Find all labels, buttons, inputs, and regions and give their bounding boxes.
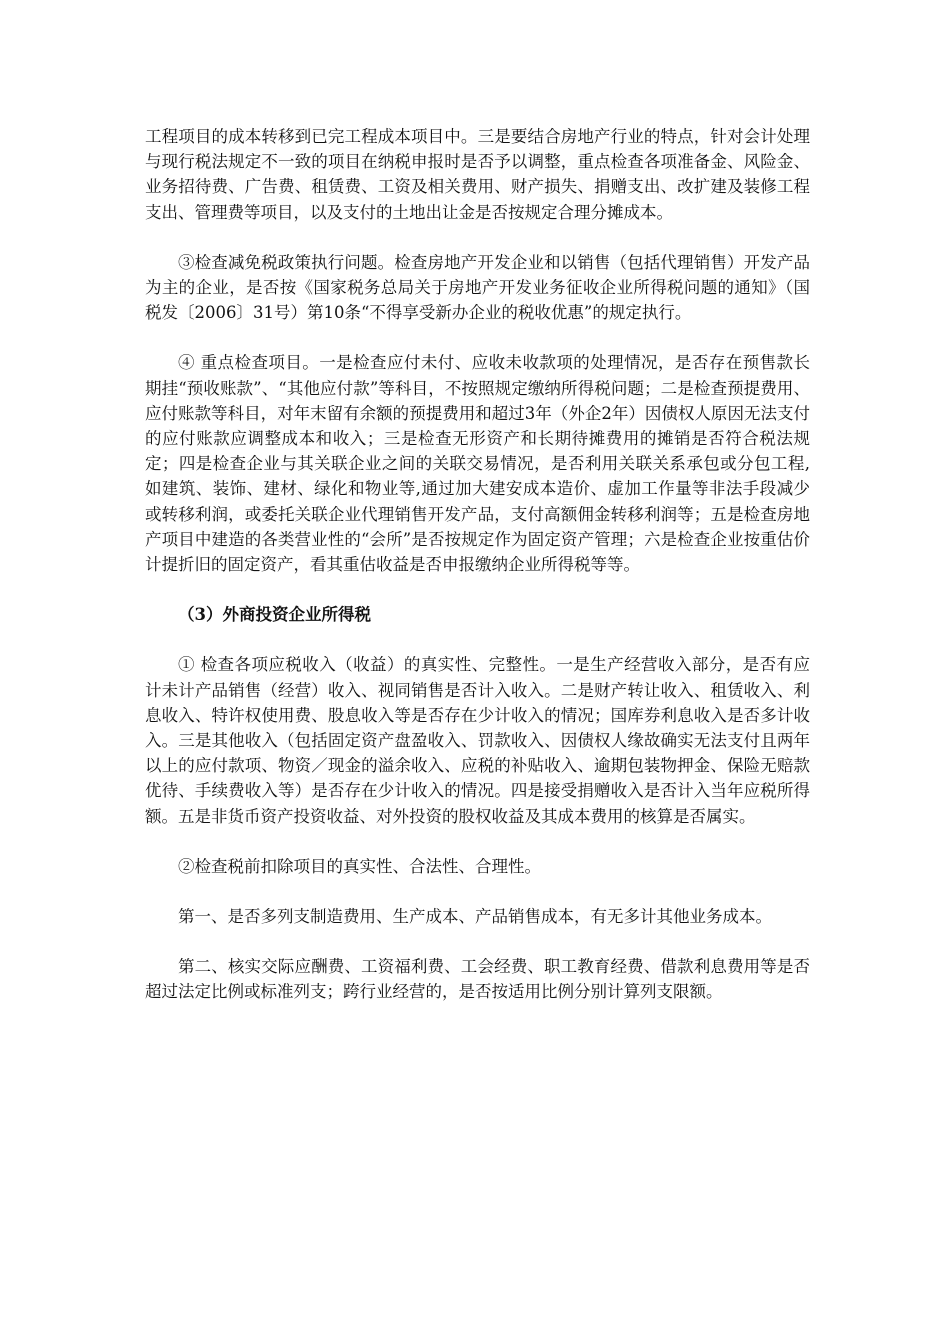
paragraph-taxable-income-check: ① 检查各项应税收入（收益）的真实性、完整性。一是生产经营收入部分，是否有应计未计产品销售（经营）收入、视同销售是否计入收入。二是财产转让收入、租赁收入、利息收入、特许权使用费、股息收入等是否存在少计收入的情况；国库券利息收入是否多计收入。三是其他收入（包括固定资产盘盈收入、罚款收入、因债权人缘故确实无法支付且两年以上的应付款项、物资／现金的溢余收入、应税的补贴收入、逾期包装物押金、保险无赔款优待、手续费收入等）是否存在少计收入的情况。四是接受捐赠收入是否计入当年应税所得额。五是非货币资产投资收益、对外投资的股权收益及其成本费用的核算是否属实。: [145, 655, 810, 826]
paragraph-pretax-deduction-check: ②检查税前扣除项目的真实性、合法性、合理性。: [178, 856, 541, 876]
paragraph-second-item: 第二、核实交际应酬费、工资福利费、工会经费、职工教育经费、借款利息费用等是否超过法定比例或标准列支；跨行业经营的，是否按适用比例分别计算列支限额。: [145, 957, 810, 1002]
paragraph-tax-exemption-check: ③检查减免税政策执行问题。检查房地产开发企业和以销售（包括代理销售）开发产品为主的企业，是否按《国家税务总局关于房地产开发业务征收企业所得税问题的通知》（国税发〔2006〕31号）第10条“不得享受新办企业的税收优惠”的规定执行。: [145, 252, 810, 323]
section-heading: （3）外商投资企业所得税: [178, 605, 371, 625]
paragraph-continuation: 工程项目的成本转移到已完工程成本项目中。三是要结合房地产行业的特点，针对会计处理与现行税法规定不一致的项目在纳税申报时是否予以调整，重点检查各项准备金、风险金、业务招待费、广告费、租赁费、工资及相关费用、财产损失、捐赠支出、改扩建及装修工程支出、管理费等项目，以及支付的土地出让金是否按规定合理分摊成本。: [145, 127, 810, 222]
paragraph-first-item: 第一、是否多列支制造费用、生产成本、产品销售成本，有无多计其他业务成本。: [178, 907, 772, 927]
paragraph-key-inspection-items: ④ 重点检查项目。一是检查应付未付、应收未收款项的处理情况，是否存在预售款长期挂“预收账款”、“其他应付款”等科目，不按照规定缴纳所得税问题；二是检查预提费用、应付账款等科目，对年末留有余额的预提费用和超过3年（外企2年）因债权人原因无法支付的应付账款应调整成本和收入；三是检查无形资产和长期待摊费用的摊销是否符合税法规定；四是检查企业与其关联企业之间的关联交易情况，是否利用关联关系承包或分包工程,如建筑、装饰、建材、绿化和物业等,通过加大建安成本造价、虚加工作量等非法手段减少或转移利润，或委托关联企业代理销售开发产品，支付高额佣金转移利润等；五是检查房地产项目中建造的各类营业性的“会所”是否按规定作为固定资产管理；六是检查企业按重估价计提折旧的固定资产，看其重估收益是否申报缴纳企业所得税等等。: [145, 353, 810, 575]
document-body: [145, 124, 810, 1030]
